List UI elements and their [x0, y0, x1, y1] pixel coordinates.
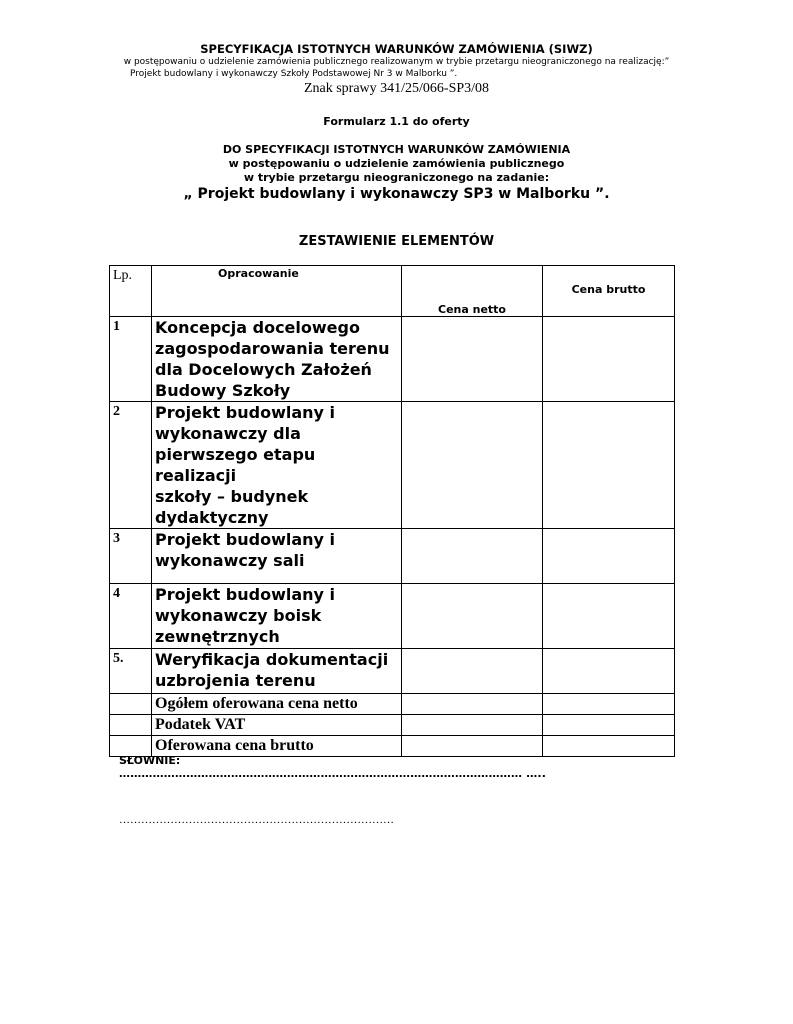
row-number: 5. [110, 649, 152, 694]
summary-row-vat [110, 715, 675, 736]
in-words-label: SŁOWNIE: [119, 754, 181, 767]
net-price-cell[interactable] [402, 584, 543, 649]
spec-project-line: Projekt budowlany i wykonawczy Szkoły Podstawowej Nr 3 w Malborku ”. [130, 69, 458, 79]
spec-title: SPECYFIKACJA ISTOTNYCH WARUNKÓW ZAMÓWIENIA (SIWZ) [200, 42, 593, 56]
net-price-cell[interactable] [402, 529, 543, 584]
form-subtitle-3: w trybie przetargu nieograniczonego na zadanie: [243, 171, 550, 184]
gross-price-cell[interactable] [543, 736, 675, 757]
row-description: Podatek VAT [152, 715, 402, 736]
header-gross-price: Cena brutto [543, 266, 675, 317]
summary-row-gross [110, 736, 675, 757]
gross-price-cell[interactable] [543, 649, 675, 694]
summary-row-total-net [110, 694, 675, 715]
gross-price-cell[interactable] [543, 402, 675, 529]
table-row [110, 584, 675, 649]
table-row [110, 529, 675, 584]
gross-price-cell[interactable] [543, 694, 675, 715]
net-price-cell[interactable] [402, 317, 543, 402]
row-number [110, 694, 152, 715]
row-description: Projekt budowlany i wykonawczy sali [152, 529, 402, 584]
form-label: Formularz 1.1 do oferty [323, 115, 470, 128]
in-words-line-2[interactable]: ………………………………………………………………… [119, 814, 394, 826]
gross-price-cell[interactable] [543, 715, 675, 736]
header-lp: Lp. [110, 266, 152, 317]
row-description: Ogółem oferowana cena netto [152, 694, 402, 715]
header-description: Opracowanie [152, 266, 402, 317]
net-price-cell[interactable] [402, 715, 543, 736]
net-price-cell[interactable] [402, 649, 543, 694]
net-price-cell[interactable] [402, 694, 543, 715]
row-number [110, 715, 152, 736]
table-header-row [110, 266, 675, 317]
project-title: „ Projekt budowlany i wykonawczy SP3 w Malborku ”. [183, 186, 610, 202]
row-number: 1 [110, 317, 152, 402]
header-net-price: Cena netto [402, 266, 543, 317]
net-price-cell[interactable] [402, 736, 543, 757]
row-description: Weryfikacja dokumentacji uzbrojenia terenu [152, 649, 402, 694]
items-table [109, 265, 675, 757]
row-description: Projekt budowlany i wykonawczy boisk zewnętrznych [152, 584, 402, 649]
table-row [110, 649, 675, 694]
row-number: 4 [110, 584, 152, 649]
row-number: 3 [110, 529, 152, 584]
section-title: ZESTAWIENIE ELEMENTÓW [298, 234, 495, 249]
net-price-cell[interactable] [402, 402, 543, 529]
row-description: Koncepcja docelowego zagospodarowania terenu dla Docelowych Założeń Budowy Szkoły [152, 317, 402, 402]
row-description: Oferowana cena brutto [152, 736, 402, 757]
form-subtitle-1: DO SPECYFIKACJI ISTOTNYCH WARUNKÓW ZAMÓWIENIA [222, 143, 571, 156]
row-description: Projekt budowlany i wykonawczy dla pierwszego etapu realizacji szkoły – budynek dydaktyczny [152, 402, 402, 529]
gross-price-cell[interactable] [543, 529, 675, 584]
gross-price-cell[interactable] [543, 317, 675, 402]
form-subtitle-2: w postępowaniu o udzielenie zamówienia publicznego [228, 157, 565, 170]
table-row [110, 317, 675, 402]
row-number: 2 [110, 402, 152, 529]
case-reference: Znak sprawy 341/25/066-SP3/08 [303, 81, 490, 96]
gross-price-cell[interactable] [543, 584, 675, 649]
in-words-line[interactable]: ……………………………………………………………………………………………… ….. [119, 767, 547, 780]
table-row [110, 402, 675, 529]
spec-procedure-line: w postępowaniu o udzielenie zamówienia publicznego realizowanym w trybie przetargu nieograniczonego na realizację:” [123, 57, 670, 67]
